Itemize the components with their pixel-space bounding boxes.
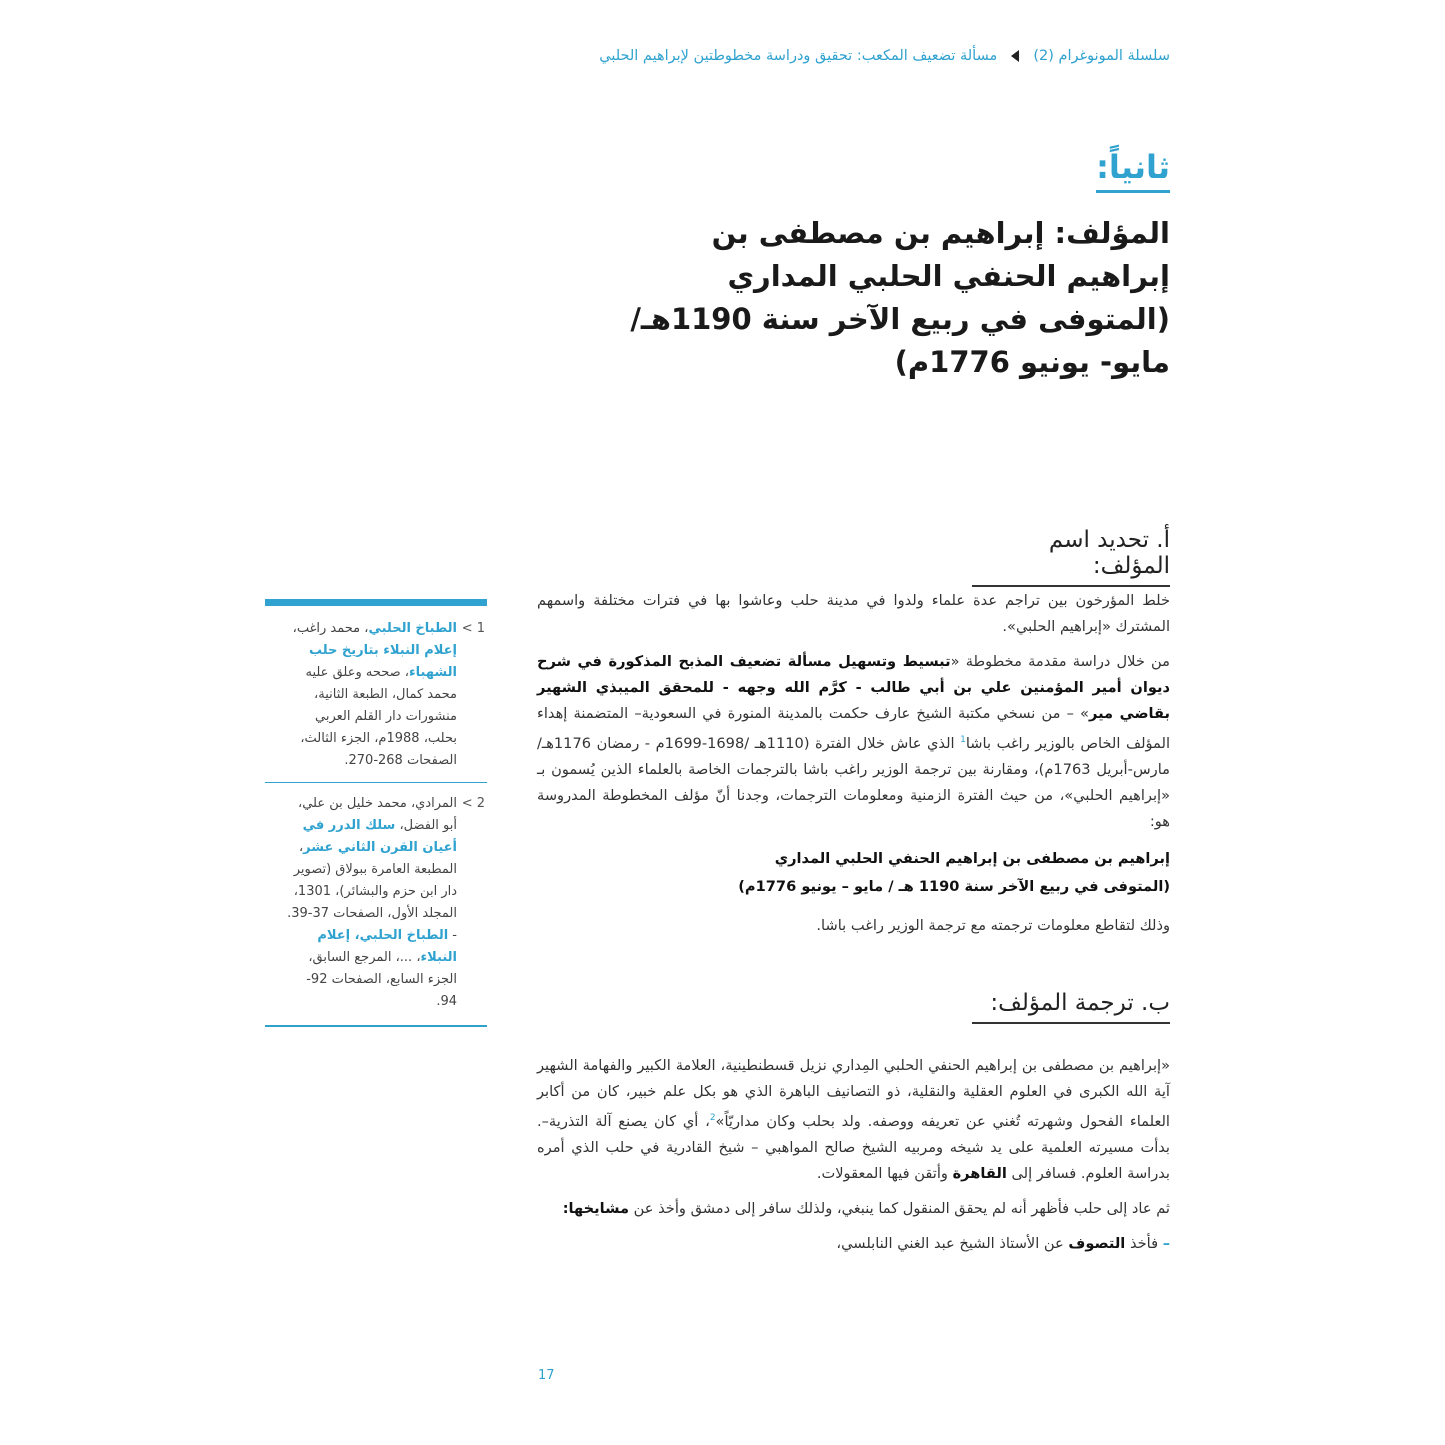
section-b-heading: ب. ترجمة المؤلف: xyxy=(972,990,1170,1024)
bold-term: التصوف xyxy=(1068,1234,1126,1252)
footnote-ref[interactable]: 2 xyxy=(709,1113,716,1123)
text-run: ، أي كان يصنع آلة التذرية–. بدأت مسيرته العلمية على يد شيخه ومربيه الشيخ صالح المواهبي – شيخ القادرية في حلب الذي أمره بدراسة العلوم. فسافر إلى xyxy=(537,1112,1170,1182)
running-header xyxy=(599,48,1170,64)
footnote-bold: الطباخ الحلبي xyxy=(368,621,457,636)
text-run: عن الأستاذ الشيخ عبد الغني النابلسي، xyxy=(836,1234,1069,1252)
text-run: ، ...، المرجع السابق، الجزء السابع، الصفحات 92-94. xyxy=(306,950,457,1009)
manuscript-title: تبسيط وتسهيل مسألة تضعيف المذبح المذكورة في شرح ديوان أمير المؤمنين علي بن أبي طالب - كرَّم الله وجهه - للمحقق الميبذي الشهير بقاضي مير xyxy=(537,653,1171,722)
footnote-bold: إعلام النبلاء بتاريخ حلب الشهباء xyxy=(308,643,457,680)
text-run: فأخذ xyxy=(1125,1234,1163,1252)
footnote-bold: الطباخ الحلبي، إعلام النبلاء xyxy=(317,928,457,965)
paragraph xyxy=(537,1196,1170,1222)
list-item xyxy=(537,1231,1170,1257)
text-run: ، صححه وعلق عليه محمد كمال، الطبعة الثانية، منشورات دار القلم العربي بحلب، 1988م، الجزء الثالث، الصفحات 268-270. xyxy=(300,665,457,768)
text-run: المرادي، محمد خليل بن علي، أبو الفضل، xyxy=(298,796,457,833)
footnote-bold: سلك الدرر في أعيان القرن الثاني عشر xyxy=(302,818,457,855)
text-run: الذي عاش خلال الفترة (1110هـ /1698-1699م - رمضان 1176هـ/ مارس-أبريل 1763م)، ومقارنة بين ترجمة الوزير راغب باشا بالترجمات الخاصة بالعلماء الذين يُسمون بـ «إبراهيم الحلبي»، من حيث الفترة الزمنية ومعلومات الترجمات، وجدنا أنّ مؤلف المخطوطة المدروسة هو: xyxy=(537,734,1170,830)
part-title: ثانياً: xyxy=(1096,148,1170,193)
author-death-date: (المتوفى في ربيع الآخر سنة 1190 هـ / مايو – يونيو 1776م) xyxy=(738,877,1170,895)
footnote-number: 2 > xyxy=(461,796,485,811)
bold-term: مشايخها: xyxy=(562,1199,630,1217)
footnote-text xyxy=(265,618,457,772)
text-run: ثم عاد إلى حلب فأظهر أنه لم يحقق المنقول كما ينبغي، ولذلك سافر إلى دمشق وأخذ عن xyxy=(629,1199,1170,1217)
paragraph xyxy=(537,649,1170,835)
footnotes-panel xyxy=(265,599,487,1027)
section-b-body xyxy=(537,1053,1170,1266)
section-a-heading: أ. تحديد اسم المؤلف: xyxy=(972,527,1170,587)
series-title: سلسلة المونوغرام (2) xyxy=(1033,48,1170,64)
text-run: ، محمد راغب، xyxy=(292,621,369,636)
separator-triangle-icon xyxy=(1011,50,1019,62)
paragraph: خلط المؤرخون بين تراجم عدة علماء ولدوا في مدينة حلب وعاشوا بها في فترات مختلفة واسمهم المشترك «إبراهيم الحلبي». xyxy=(537,592,1170,635)
footnote-ref[interactable]: 1 xyxy=(960,735,966,745)
footnote-number: 1 > xyxy=(461,621,485,636)
footnote-text xyxy=(265,793,457,1013)
chapter-title: المؤلف: إبراهيم بن مصطفى بن إبراهيم الحنفي الحلبي المداري (المتوفى في ربيع الآخر سنة 1190هـ/ مايو- يونيو 1776م) xyxy=(630,216,1170,379)
dash-bullet: – xyxy=(1162,1234,1170,1252)
author-name-block xyxy=(537,845,1170,901)
paragraph: وذلك لتقاطع معلومات ترجمته مع ترجمة الوزير راغب باشا. xyxy=(816,916,1170,934)
footnote-1 xyxy=(265,618,487,772)
text-run: ، المطبعة العامرة ببولاق (تصوير دار ابن حزم والبشائر)، 1301، المجلد الأول، الصفحات 37-39. xyxy=(287,840,457,921)
text-run: «إبراهيم بن مصطفى بن إبراهيم الحنفي الحلبي المِداري نزيل قسطنطينية، العلامة الكبير والفهامة الشهير آية الله الكبرى في العلوم العقلية والنقلية، ذو التصانيف الباهرة الذي هو بكل علم خبير، كان من أكابر العلماء الفحول وشهرته تُغني عن تعريفه ووصفه. ولد بحلب وكان مداريّاً» xyxy=(537,1057,1170,1130)
text-run: - xyxy=(448,928,457,943)
text-run: من خلال دراسة مقدمة مخطوطة « xyxy=(950,653,1170,670)
footnote-divider xyxy=(265,782,487,783)
book-title: مسألة تضعيف المكعب: تحقيق ودراسة مخطوطتين لإبراهيم الحلبي xyxy=(599,48,998,64)
section-a-body xyxy=(537,588,1170,948)
author-name: إبراهيم بن مصطفى بن إبراهيم الحنفي الحلبي المداري xyxy=(774,849,1170,867)
paragraph xyxy=(537,1053,1170,1187)
bold-term: القاهرة xyxy=(952,1164,1007,1182)
footnote-2 xyxy=(265,793,487,1013)
page-number: 17 xyxy=(538,1368,555,1383)
text-run: » – من نسخي مكتبة الشيخ عارف حكمت بالمدينة المنورة في السعودية– المتضمنة إهداء المؤلف الخاص بالوزير راغب باشا xyxy=(537,705,1170,752)
text-run: وأتقن فيها المعقولات. xyxy=(816,1164,953,1182)
